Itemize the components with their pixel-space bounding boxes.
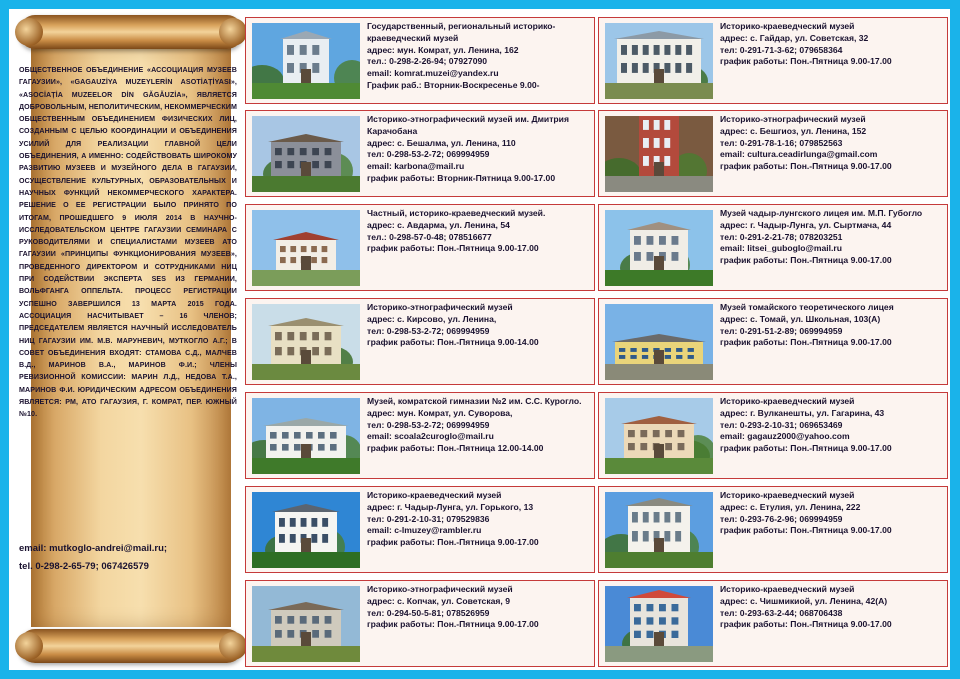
museum-phone: тел.: 0-298-2-26-94; 07927090 [367,56,488,67]
museum-info [720,21,946,68]
museum-card [245,110,595,197]
museum-card [245,486,595,573]
scroll-roll-end [219,18,247,46]
museum-building-photo [605,116,713,192]
museum-address: адрес: с. Чишмикиой, ул. Ленина, 42(А) [720,595,888,606]
museum-hours: график работы: Пон.-Пятница 9.00-17.00 [720,619,892,630]
museum-info [367,21,593,92]
museum-address: адрес: с. Бешгиоз, ул. Ленина, 152 [720,125,867,136]
museum-hours: график работы: Пон.-Пятница 9.00-17.00 [367,537,539,548]
museum-phone: тел: 0-293-63-2-44; 068706438 [720,607,843,618]
museum-card [598,392,948,479]
museum-hours: график работы: Пон.-Пятница 9.00-17.00 [367,619,539,630]
museum-phone: тел: 0-291-78-1-16; 079852563 [720,137,843,148]
museum-name: Историко-этнографический музей [367,302,513,312]
museum-email[interactable]: email: c-lmuzey@rambler.ru [367,525,482,536]
museum-building-photo [252,116,360,192]
museum-card [245,298,595,385]
museum-card [598,17,948,104]
museum-card [245,580,595,667]
scroll-roll-end [15,632,43,660]
museum-info [720,584,946,631]
museum-email[interactable]: email: litsei_guboglo@mail.ru [720,243,843,254]
museum-address: адрес: с. Етулия, ул. Ленина, 222 [720,501,861,512]
brochure-page [9,9,950,670]
association-description: ОБЩЕСТВЕННОЕ ОБЪЕДИНЕНИЕ «АССОЦИАЦИЯ МУЗЕЕВ ГАГАУЗИИ», «GAGAUZİYA MUZEYLERİN ASOTİAȚİYASI», «ASOCİAȚİA MUZEELOR DİN GĂGĂUZİA», ЯВЛЯЕТСЯ ДОБРОВОЛЬНЫМ, НЕПОЛИТИЧЕСКИМ, НЕКОММЕРЧЕСКИМ ОБЩЕСТВЕННЫМ ОБЪЕДИНЕНИЕМ ФИЗИЧЕСКИХ ЛИЦ, СОЗДАННЫМ С ЦЕЛЬЮ КООРДИНАЦИИ И ОБЪЕДИНЕНИЯ УСИЛИЙ ДЛЯ РЕАЛИЗАЦИИ ГЛАВНОЙ ЦЕЛИ ОБЪЕДИНЕНИЯ, А ИМЕННО: СОДЕЙСТВОВАТЬ ШИРОКОМУ РАЗВИТИЮ МУЗЕЕВ И МУЗЕЙНОГО ДЕЛА В ГАГАУЗИИ, ОСУЩЕСТВЛЕНИЕ КУЛЬТУРНЫХ, ОБРАЗОВАТЕЛЬНЫХ И НАУЧНЫХ ФУНКЦИЙ НЕКОММЕРЧЕСКОГО ХАРАКТЕРА. РЕШЕНИЕ О ЕЕ РЕГИСТРАЦИИ БЫЛО ПРИНЯТО ПО ИТОГАМ, ПРОШЕДШЕГО 9 ИЮЛЯ 2014 В НАУЧНО-ИССЛЕДОВАТЕЛЬСКОМ ЦЕНТРЕ ГАГАУЗИИ СЕМИНАРА С РУКОВОДИТЕЛЯМИ И СПЕЦИАЛИСТАМИ МУЗЕЕВ АТО ГАГАУЗИИ «ПРИНЦИПЫ ФУНКЦИОНИРОВАНИЯ МУЗЕЕВ», ПРОВЕДЕННОГО ДИРЕКТОРОМ И СОТРУДНИКАМИ НИЦ ПРИ СОДЕЙСТВИИ ЭКСПЕРТА SES ИЗ ГЕРМАНИИ, ВОЛЬФГАНГА ОППЕЛЬТА. ПРОЦЕСС РЕГИСТРАЦИИ УСПЕШНО ЗАВЕРШИЛСЯ 13 МАРТА 2015 ГОДА. АССОЦИАЦИЯ НАСЧИТЫВАЕТ – 16 ЧЛЕНОВ; ПРЕДСЕДАТЕЛЕМ ЯВЛЯЕТСЯ НАУЧНЫЙ ИССЛЕДОВАТЕЛЬ НИЦ ГАГАУЗИИ ИМ. М.В. МАРУНЕВИЧ, МУТКОГЛО А.Г.; В СОВЕТ ОБЪЕДИНЕНИЯ ВХОДЯТ: СТАМОВА С.Д., МАЛЧЕВ В.Д., МАРИНОВ В.А., МАРИНОВ Ф.И.; ЧЛЕНЫ РЕВИЗИОННОЙ КОМИССИИ: МАРИН Л.Д., НЕДОВА Т.А., МАРИНОВ Ф.И. ЮРИДИЧЕСКИМ АДРЕСОМ ОБЪЕДИНЕНИЯ ЯВЛЯЕТСЯ: РМ, АТО ГАГАУЗИЯ, Г. КОМРАТ, ПЕР. ЮЖНЫЙ №10. [19,66,237,419]
museum-email[interactable]: email: komrat.muzei@yandex.ru [367,68,499,79]
museum-address: адрес: с. Бешалма, ул. Ленина, 110 [367,137,516,148]
museum-phone: тел: 0-298-53-2-72; 069994959 [367,419,490,430]
museum-phone: тел: 0-294-50-5-81; 078526959 [367,607,490,618]
museum-info [367,114,593,185]
museum-building-photo [252,586,360,662]
museum-building-photo [252,304,360,380]
museum-hours: график работы: Пон.-Пятница 9.00-17.00 [720,443,892,454]
museum-hours: график работы: Пон.-Пятница 9.00-17.00 [720,161,892,172]
parchment-scroll [9,9,247,670]
scroll-roll-end [15,18,43,46]
museum-hours: график работы: Пон.-Пятница 9.00-17.00 [720,255,892,266]
museum-info [720,490,946,537]
museum-address: адрес: мун. Комрат, ул. Суворова, [367,407,513,418]
museum-hours: график работы: Пон.-Пятница 9.00-17.00 [367,243,539,254]
museum-phone: тел.: 0-298-57-0-48; 078516677 [367,231,492,242]
museum-hours: график работы: Пон.-Пятница 9.00-17.00 [720,337,892,348]
museum-email[interactable]: email: scoala2curoglo@mail.ru [367,431,494,442]
museum-address: адрес: с. Гайдар, ул. Советская, 32 [720,32,869,43]
museum-grid [245,17,949,669]
museum-info [720,114,946,173]
association-email[interactable]: email: mutkoglo-andrei@mail.ru; [19,543,168,554]
museum-name: Историко-этнографический музей им. Дмитрия Карачобана [367,114,569,136]
museum-card [598,580,948,667]
museum-building-photo [605,304,713,380]
museum-building-photo [605,398,713,474]
museum-phone: тел: 0-293-2-10-31; 069653469 [720,419,843,430]
museum-hours: график работы: Пон.-Пятница 9.00-14.00 [367,337,539,348]
association-phone: tel. 0-298-2-65-79; 067426579 [19,561,149,572]
museum-phone: тел: 0-291-51-2-89; 069994959 [720,325,843,336]
scroll-roll-end [219,632,247,660]
museum-address: адрес: с. Томай, ул. Школьная, 103(А) [720,313,881,324]
museum-email[interactable]: email: gagauz2000@yahoo.com [720,431,850,442]
museum-info [720,302,946,349]
museum-card [598,298,948,385]
museum-building-photo [252,398,360,474]
museum-address: адрес: с. Авдарма, ул. Ленина, 54 [367,219,510,230]
museum-name: Историко-краеведческий музей [720,584,855,594]
museum-phone: тел: 0-291-2-10-31; 079529836 [367,513,490,524]
museum-info [367,302,593,349]
museum-address: адрес: с. Копчак, ул. Советская, 9 [367,595,510,606]
scroll-bottom-roll [19,629,243,663]
museum-info [367,584,593,631]
museum-name: Историко-этнографический музей [367,584,513,594]
museum-card [245,392,595,479]
museum-phone: тел: 0-298-53-2-72; 069994959 [367,325,490,336]
museum-name: Историко-краеведческий музей [720,490,855,500]
museum-name: Историко-этнографический музей [720,114,866,124]
museum-address: адрес: г. Чадыр-Лунга, ул. Горького, 13 [367,501,534,512]
museum-card [245,204,595,291]
museum-info [720,396,946,455]
museum-email[interactable]: email: cultura.ceadirlunga@gmail.com [720,149,878,160]
museum-address: адрес: мун. Комрат, ул. Ленина, 162 [367,44,519,55]
museum-hours: график работы: Пон.-Пятница 9.00-17.00 [720,525,892,536]
museum-card [598,110,948,197]
museum-name: Государственный, региональный историко-краеведческий музей [367,21,556,43]
museum-name: Музей томайского теоретического лицея [720,302,894,312]
museum-hours: график работы: Вторник-Пятница 9.00-17.00 [367,172,556,183]
museum-name: Музей, комратской гимназии №2 им. С.С. Курогло. [367,396,582,406]
museum-address: адрес: г. Чадыр-Лунга, ул. Сыртмача, 44 [720,219,892,230]
museum-building-photo [252,23,360,99]
museum-building-photo [605,23,713,99]
museum-phone: тел: 0-291-71-3-62; 079658364 [720,44,843,55]
museum-email[interactable]: email: karbona@mail.ru [367,161,465,172]
scroll-top-roll [19,15,243,49]
museum-hours: График раб.: Вторник-Воскресенье 9.00- [367,79,540,90]
museum-card [245,17,595,104]
museum-building-photo [605,210,713,286]
museum-hours: график работы: Пон.-Пятница 12.00-14.00 [367,443,544,454]
museum-info [367,208,593,255]
museum-name: Частный, историко-краеведческий музей. [367,208,546,218]
museum-phone: тел: 0-293-76-2-96; 069994959 [720,513,843,524]
museum-phone: тел: 0-298-53-2-72; 069994959 [367,149,490,160]
museum-building-photo [252,210,360,286]
museum-card [598,486,948,573]
museum-card [598,204,948,291]
museum-address: адрес: с. Кирсово, ул. Ленина, [367,313,497,324]
museum-building-photo [605,492,713,568]
association-contacts [19,540,237,576]
museum-name: Историко-краеведческий музей [367,490,502,500]
museum-phone: тел: 0-291-2-21-78; 078203251 [720,231,843,242]
museum-hours: график работы: Пон.-Пятница 9.00-17.00 [720,56,892,67]
museum-name: Музей чадыр-лунгского лицея им. М.П. Губогло [720,208,923,218]
museum-name: Историко-краеведческий музей [720,396,855,406]
museum-building-photo [252,492,360,568]
museum-info [367,490,593,549]
museum-info [367,396,593,455]
museum-name: Историко-краеведческий музей [720,21,855,31]
museum-info [720,208,946,267]
museum-building-photo [605,586,713,662]
museum-address: адрес: г. Вулканешты, ул. Гагарина, 43 [720,407,885,418]
